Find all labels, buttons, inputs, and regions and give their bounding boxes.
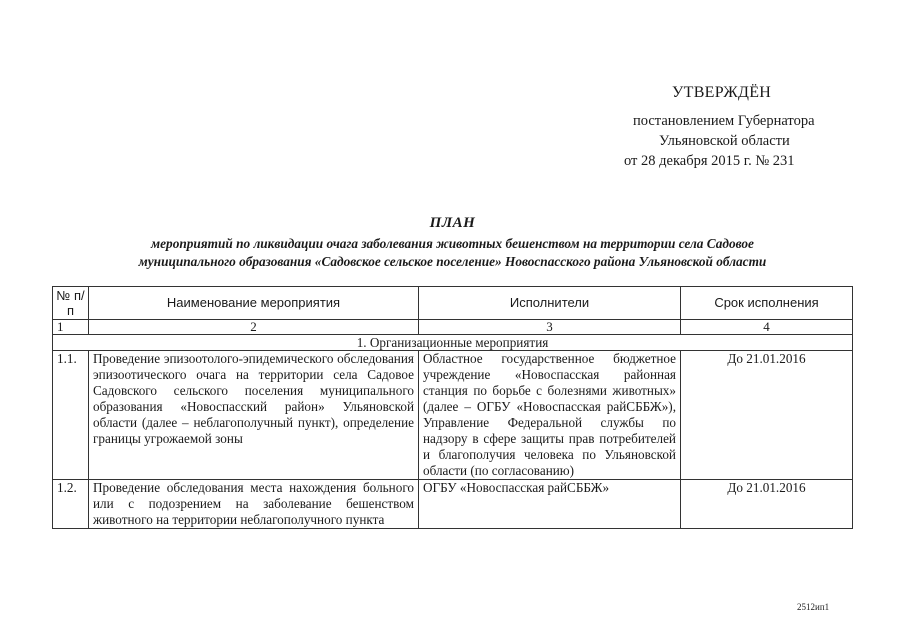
column-index-row xyxy=(53,320,853,335)
section-row xyxy=(53,335,853,351)
approval-line-1: постановлением Губернатора xyxy=(633,113,815,129)
section-title: 1. Организационные мероприятия xyxy=(53,335,853,351)
row-executors: ОГБУ «Новоспасская райСББЖ» xyxy=(419,480,681,529)
approval-line-3: от 28 декабря 2015 г. № 231 xyxy=(624,153,795,169)
row-activity: Проведение эпизоотолого-эпидемического обследования эпизоотического очага на территории села Садовое Садовского сельского поселения муниципального образования «Новоспасский район» Ульяновской области (далее – неблагополучный пункт), определение границы угрожаемой зоны xyxy=(89,351,419,480)
table-row xyxy=(53,480,853,529)
header-executors: Исполнители xyxy=(419,287,681,320)
header-deadline: Срок исполнения xyxy=(681,287,853,320)
column-index: 3 xyxy=(419,320,681,335)
plan-subtitle-2: муниципального образования «Садовское сельское поселение» Новоспасского района Ульяновской области xyxy=(138,254,767,269)
row-deadline: До 21.01.2016 xyxy=(681,351,853,480)
approval-line-2: Ульяновской области xyxy=(659,133,790,149)
footer-code: 2512ип1 xyxy=(797,602,830,612)
column-index: 2 xyxy=(89,320,419,335)
approved-title: УТВЕРЖДЁН xyxy=(672,84,772,101)
header-num: № п/п xyxy=(53,287,89,320)
plan-table xyxy=(52,286,853,529)
plan-subtitle-1: мероприятий по ликвидации очага заболевания животных бешенством на территории села Садовое xyxy=(151,236,754,251)
row-number: 1.2. xyxy=(53,480,89,529)
column-index: 4 xyxy=(681,320,853,335)
row-activity: Проведение обследования места нахождения больного или с подозрением на заболевание бешенством животного на территории неблагополучного пункта xyxy=(89,480,419,529)
table-row xyxy=(53,351,853,480)
row-executors: Областное государственное бюджетное учреждение «Новоспасская районная станция по борьбе с болезнями животных» (далее – ОГБУ «Новоспасская райСББЖ»), Управление Федеральной службы по надзору в сфере защиты прав потребителей и благополучия человека по Ульяновской области (по согласованию) xyxy=(419,351,681,480)
row-deadline: До 21.01.2016 xyxy=(681,480,853,529)
table-header-row xyxy=(53,287,853,320)
column-index: 1 xyxy=(53,320,89,335)
row-number: 1.1. xyxy=(53,351,89,480)
plan-title: ПЛАН xyxy=(429,215,476,231)
header-name: Наименование мероприятия xyxy=(89,287,419,320)
